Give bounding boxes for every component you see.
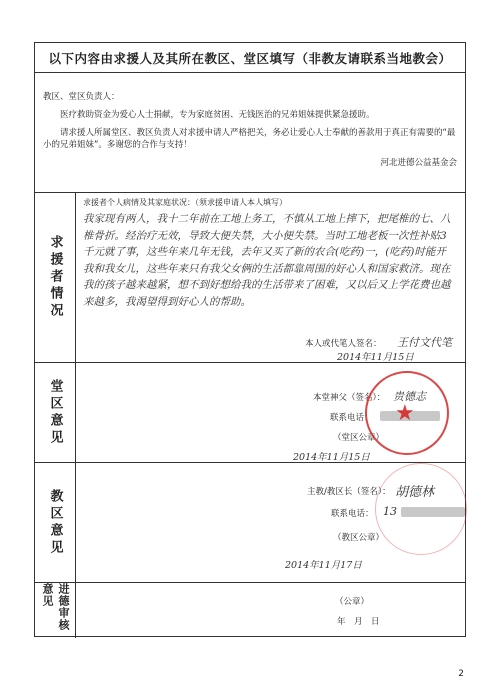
review-label-cell <box>35 583 76 638</box>
parish-seal-label: （堂区公章） <box>333 433 385 443</box>
intro-paragraph-1: 医疗救助资金为爱心人士捐献，专为家庭贫困、无钱医治的兄弟姐妹提供紧急援助。 <box>60 110 375 120</box>
priest-label: 本堂神父（签名）： <box>313 393 386 403</box>
foundation-name: 河北进德公益基金会 <box>380 158 457 168</box>
parish-label-cell <box>35 363 76 462</box>
applicant-prompt: 求援者个人病情及其家庭状况：（须求援申请人本人填写） <box>83 198 287 207</box>
parish-date: 2014年11月15日 <box>293 452 370 463</box>
form-intro <box>35 73 465 193</box>
application-form <box>34 42 466 637</box>
applicant-content <box>75 193 465 362</box>
parish-label: 堂区意见 <box>47 378 63 447</box>
star-icon: ★ <box>395 401 415 426</box>
applicant-label-cell <box>35 193 76 362</box>
parish-section <box>35 363 465 463</box>
applicant-section <box>35 193 465 363</box>
diocese-label: 教区意见 <box>47 488 63 557</box>
diocese-label-cell <box>35 463 76 582</box>
form-title: 以下内容由求援人及其所在教区、堂区填写（非教友请联系当地教会） <box>35 43 465 73</box>
applicant-signature: 王付文代笔 <box>397 336 452 349</box>
applicant-label: 求援者情况 <box>47 235 63 320</box>
review-seal-label: （公章） <box>335 597 370 607</box>
diocese-phone-partial: 13 <box>383 505 397 518</box>
intro-paragraph-2: 请求援人所属堂区、教区负责人对求援申请人严格把关，务必让爱心人士奉献的善款用于真正有需要的“最小的兄弟姐妹”。多谢您的合作与支持！ <box>43 128 456 150</box>
priest-signature: 贵德志 <box>393 390 426 403</box>
bishop-signature: 胡德林 <box>395 485 435 500</box>
parish-seal-stamp <box>365 371 449 455</box>
parish-content <box>75 363 465 462</box>
applicant-date: 2014年11月15日 <box>337 352 414 363</box>
form-greeting: 教区、堂区负责人： <box>43 92 120 102</box>
bishop-label: 主教/教区长（签名）： <box>307 487 391 497</box>
applicant-story: 我家现有两人，我十二年前在工地上务工，不慎从工地上摔下，把尾椎的七、八椎骨折。经治疗无效，导致大便失禁，大小便失禁。当时工地老板一次性补贴3千元就了事，这些年来几年无钱，去年又买了新的农合(吃药)一，(吃药)时能开我和我女儿，这些年来只有我父女俩的生活都靠周围的好心人和国家救济。现在我的孩子越来越紧，想不到好想给我的生活带来了困难，又以后又上学花费也越来越多，我渴望得到好心人的帮助。 <box>83 213 451 308</box>
page-number: 2 <box>458 669 464 679</box>
parish-contact-label: 联系电话： <box>330 413 373 423</box>
review-content <box>75 583 465 638</box>
review-label: 进德审核意见 <box>41 583 70 631</box>
diocese-content <box>75 463 465 582</box>
diocese-contact-label: 联系电话： <box>331 509 374 519</box>
diocese-seal-label: （教区公章） <box>333 533 385 543</box>
sign-label: 本人或代笔人签名： <box>305 339 382 349</box>
diocese-section <box>35 463 465 583</box>
diocese-seal-stamp <box>375 463 467 555</box>
review-date-blank: 年 月 日 <box>337 617 380 627</box>
review-section <box>35 583 465 638</box>
diocese-date: 2014年11月17日 <box>285 560 362 571</box>
